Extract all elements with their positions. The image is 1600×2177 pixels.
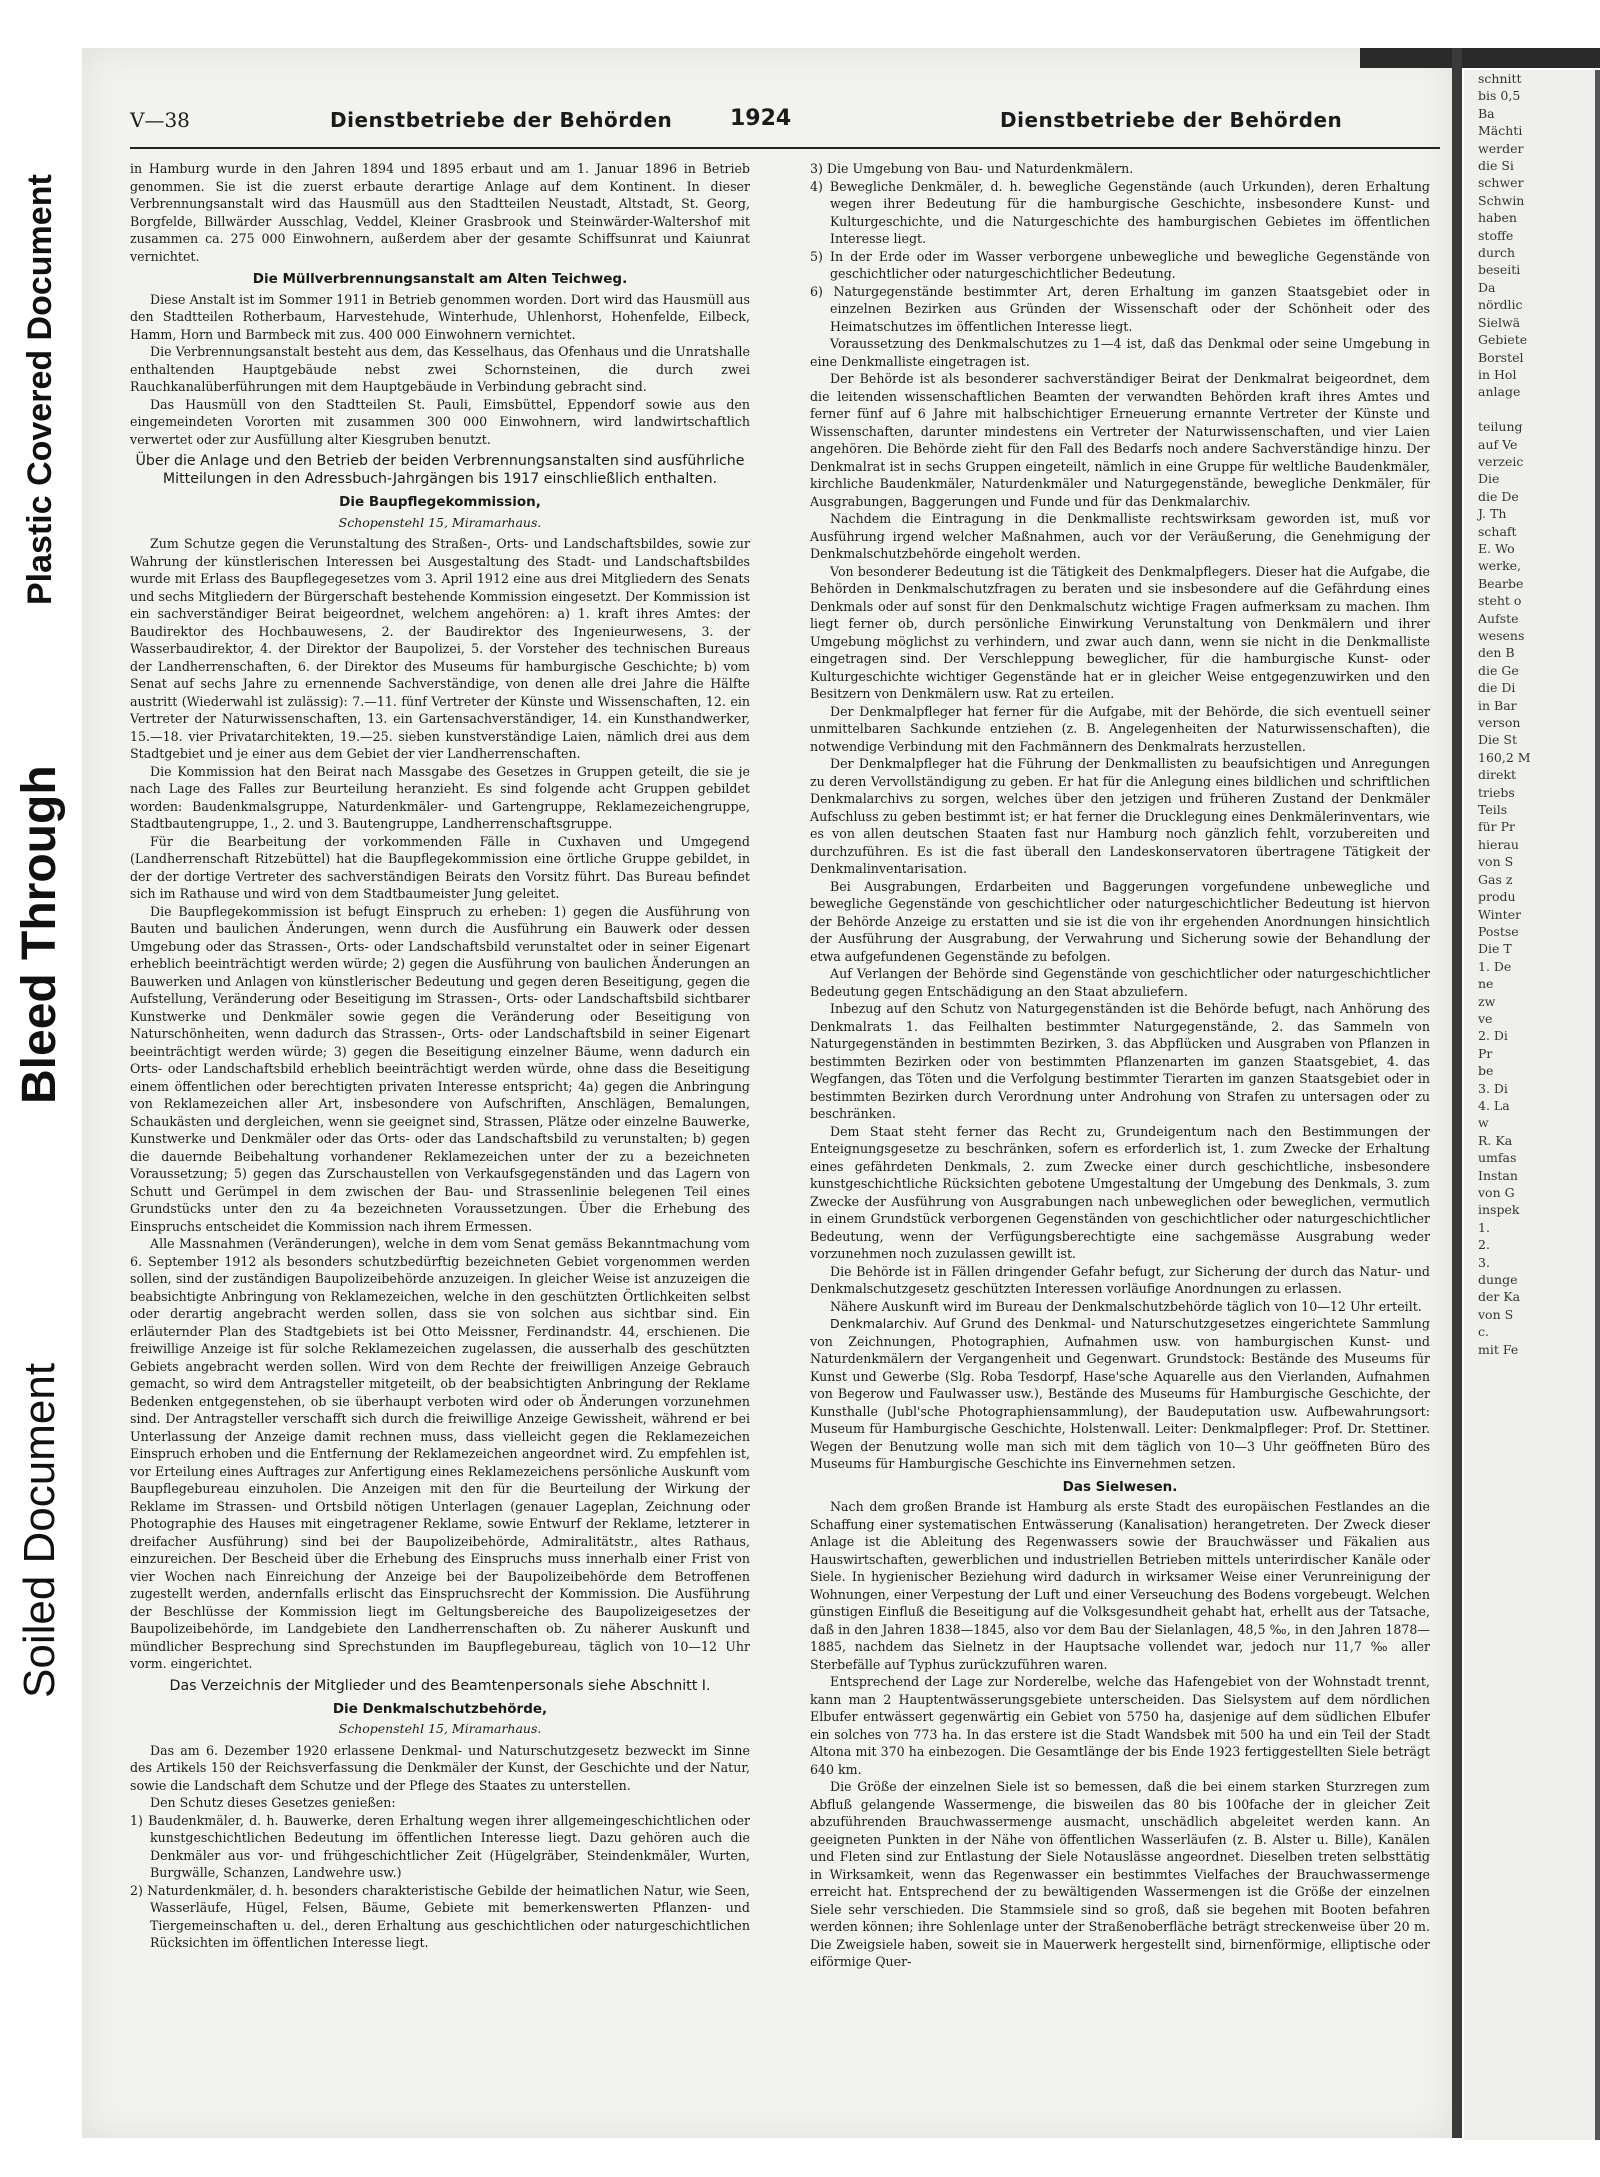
neighbor-line: teilung xyxy=(1478,419,1523,435)
neighbor-line: Die T xyxy=(1478,941,1512,957)
paragraph-text: Auf Grund des Denkmal- und Naturschutzgesetzes eingerichtete Sammlung von Zeichnungen, Photographien, Aufnahmen usw. von hamburgischen Kunst- und Naturdenkmälern der Vergangenheit und Gegenwart. Grundstock: Bestände des Museums für Kunst und Gewerbe (Slg. Roba Tesdorpf, Hase'sche Aquarelle aus den Vierlanden, Aufnahmen von Begerow und Faulwasser usw.), Bestände des Museums für Hamburgische Geschichte, der Kunsthalle (Jubl'sche Photographiensammlung), der Baudeputation usw. Aufbewahrungsort: Museum für Hamburgische Geschichte, Holstenwall. Leiter: Denkmalpfleger: Prof. Dr. Stettiner. Wegen der Benutzung wolle man sich mit dem täglich von 10—3 Uhr geöffneten Büro des Museums für Hamburgische Geschichte ins Einvernehmen setzen. xyxy=(810,1316,1430,1471)
paragraph: Zum Schutze gegen die Verunstaltung des Straßen-, Orts- und Landschaftsbildes, sowie zur Wahrung der künstlerischen Interessen bei Ausgestaltung des Stadt- und Landschaftsbildes wurde mit Erlass des Baupflegegesetzes vom 3. April 1912 eine aus drei Mitgliedern des Senats und sechs Mitgliedern der Bürgerschaft bestehende Kommission eingesetzt. Der Kommission ist ein sachverständiger Beirat beigeordnet, welchem angehören: a) 1. kraft ihres Amtes: der Baudirektor des Hochbauwesens, 2. der Baudirektor des Ingenieurwesens, 3. der Wasserbaudirektor, 4. der Direktor der Baupolizei, 5. der Vorsteher des technischen Bureaus der Landherrenschaften, 6. der Direktor des Museums für hamburgische Geschichte; b) vom Senat auf sechs Jahre zu ernennende Sachverständige, von denen alle drei Jahre die Hälfte austritt (Wiederwahl ist zulässig): 7.—11. fünf Vertreter der Künste und Wissenschaften, 12. ein Vertreter der Naturwissenschaften, 13. ein Gartensachverständiger, 14. ein Kunsthandwerker, 15.—18. vier Privatarchitekten, 19.—25. sieben kunstverständige Laien, nämlich drei aus dem Stadtgebiet und je einer aus dem Gebiet der vier Landherrenschaften. xyxy=(130,536,750,761)
neighbor-line: Bearbe xyxy=(1478,575,1524,591)
section-title-denkmalschutzbehoerde: Die Denkmalschutzbehörde, xyxy=(332,1700,548,1717)
paragraph: Dem Staat steht ferner das Recht zu, Grundeigentum nach den Bestimmungen der Enteignungsgesetze zu beschränken, sofern es erforderlich ist, 1. zum Zwecke der Erhaltung eines gefährdeten Denkmals, 2. zum Zwecke einer durch geschichtliche, insbesondere kunstgeschichtliche Rücksichten gebotene Umgestaltung der Umgebung des Denkmals, 3. zum Zwecke der Ausführung von Ausgrabungen nach unbeweglichen oder beweglichen, vermutlich in einem Grundstück verborgenen Gegenständen von geschichtlicher oder naturgeschichtlicher Bedeutung, wenn der Verfügungsberechtigte eine sachgemässe Ausgrabung weder vorzunehmen noch zuzulassen gewillt ist. xyxy=(810,1123,1430,1261)
neighbor-line: Ba xyxy=(1478,105,1495,121)
neighbor-edge-rule xyxy=(1595,70,1600,2140)
neighbor-line: steht o xyxy=(1478,593,1522,609)
neighbor-line: Da xyxy=(1478,279,1496,295)
neighbor-line: 3. xyxy=(1478,1254,1490,1270)
paragraph: Die Größe der einzelnen Siele ist so bemessen, daß die bei einem starken Sturzregen zum Abfluß gelangende Wassermenge, die bisweilen das 80 bis 100fache der in gleicher Zeit abzuführenden Brauchwassermenge ausmacht, unschädlich abgeleitet werden kann. An geeigneten Punkten in der Nähe von öffentlichen Wasserläufen (z. B. Alster u. Bille), Kanälen und Fleten sind zur Entlastung der Siele Notauslässe angeordnet. Dieselben treten selbsttätig in Wirksamkeit, wenn das Regenwasser ein bestimmtes Vielfaches der Brauchwassermenge erreicht hat. Entsprechend der zu bewältigenden Wassermengen ist die Größe der einzelnen Siele sehr verschieden. Die Stammsiele sind so groß, daß sie begehen mit Booten befahren werden können; ihre Sohlenlage unter der Straßenoberfläche beträgt streckenweise über 20 m. Die Zweigsiele haben, soweit sie in Mauerwerk hergestellt sind, birnenförmige, elliptische oder eiförmige Quer- xyxy=(810,1779,1430,1969)
neighbor-line: umfas xyxy=(1478,1150,1517,1166)
neighbor-line: be xyxy=(1478,1063,1494,1079)
neighbor-line: die Di xyxy=(1478,680,1516,696)
neighbor-line: 1. xyxy=(1478,1219,1490,1235)
neighbor-line: die De xyxy=(1478,488,1519,504)
neighbor-line: 2. Di xyxy=(1478,1028,1508,1044)
neighbor-line: R. Ka xyxy=(1478,1132,1513,1148)
list-item: 1) Baudenkmäler, d. h. Bauwerke, deren Erhaltung wegen ihrer allgemeingeschichtlichen oder kunstgeschichtlichen Bedeutung im öffentlichen Interesse liegt. Dazu gehören auch die Denkmäler aus vor- und frühgeschichtlicher Zeit (Hügelgräber, Steindenkmäler, Wurten, Burgwälle, Schanzen, Landwehre usw.) xyxy=(130,1812,750,1880)
neighbor-line: 1. De xyxy=(1478,958,1512,974)
neighbor-line: 160,2 M xyxy=(1478,749,1531,765)
neighbor-line: Borstel xyxy=(1478,349,1524,365)
list-item: 6) Naturgegenstände bestimmter Art, deren Erhaltung im ganzen Staatsgebiet oder in einzelnen Bezirken aus Gründen der Wissenschaft oder der Schönheit oder des Heimatschutzes im öffentlichen Interesse liegt. xyxy=(810,283,1430,334)
neighbor-line: verzeic xyxy=(1478,453,1524,469)
right-column xyxy=(810,160,1430,2060)
neighbor-line: von S xyxy=(1478,1306,1514,1322)
neighbor-line: stoffe xyxy=(1478,227,1514,243)
neighbor-line: Pr xyxy=(1478,1045,1493,1061)
neighbor-line: Die St xyxy=(1478,732,1517,748)
paragraph: Nach dem großen Brande ist Hamburg als erste Stadt des europäischen Festlandes an die Schaffung einer systematischen Entwässerung (Kanalisation) herangetreten. Der Zweck dieser Anlage ist die Ableitung des Regenwassers sowie der Brauchwässer und Fäkalien aus Hauswirtschaften, gewerblichen und industriellen Betrieben mittels unterirdischer Kanäle oder Siele. In hygienischer Beziehung wird dadurch in wirksamer Weise einer Verunreinigung der Wohnungen, einer Verpestung der Luft und einer Verseuchung des Bodens vorgebeugt. Welchen günstigen Einfluß die Beseitigung auf die Volksgesundheit gehabt hat, erhellt aus der Tatsache, daß in den Jahren 1838—1845, also vor dem Bau der Sielanlagen, 48,5 ‰, in den Jahren 1878—1885, nachdem das Sielnetz in der Hauptsache vollendet war, jedoch nur 11,7 ‰ aller Sterbefälle auf Typhus zurückzuführen waren. xyxy=(810,1499,1430,1672)
neighbor-line: nördlic xyxy=(1478,297,1523,313)
neighbor-line: für Pr xyxy=(1478,819,1516,835)
neighbor-line: die Ge xyxy=(1478,662,1519,678)
neighbor-line xyxy=(1464,401,1600,418)
paragraph: Der Denkmalpfleger hat ferner für die Aufgabe, mit der Behörde, die sich eventuell seiner unmittelbaren Sachkunde entziehen (z. B. Angelegenheiten der Naturwissenschaften), die notwendige Verbindung mit den Fachmännern des Denkmalrats herzustellen. xyxy=(810,703,1430,754)
section-address: Schopenstehl 15, Miramarhaus. xyxy=(338,514,542,530)
neighbor-line: durch xyxy=(1478,245,1516,261)
neighbor-line: c. xyxy=(1478,1324,1489,1340)
neighbor-line: inspek xyxy=(1478,1202,1520,1218)
paragraph: Der Denkmalpfleger hat die Führung der Denkmallisten zu beaufsichtigen und Anregungen zu deren Vervollständigung zu geben. Er hat für die Anlegung eines bildlichen und schriftlichen Denkmalarchivs zu sorgen, welches über den jetzigen und früheren Zustand der Denkmäler Aufschluss zu geben bestimmt ist; er hat ferner die Drucklegung eines Denkmälerinventars, wie es von allen deutschen Staaten fast nur Hamburg noch gänzlich fehlt, vorzubereiten und durchzuführen. Es ist die fast überall den Landeskonservatoren übertragene Tätigkeit der Denkmalinventarisation. xyxy=(810,756,1430,876)
neighbor-line: zw xyxy=(1478,993,1496,1009)
paragraph: Von besonderer Bedeutung ist die Tätigkeit des Denkmalpflegers. Dieser hat die Aufgabe, die Behörden in Denkmalschutzfragen zu beraten und sie insbesondere auf die Gefährdung eines Denkmals oder auf sonst für den Denkmalschutz wichtige Fragen aufmerksam zu machen. Ihm liegt ferner ob, durch persönliche Einwirkung Verunstaltung von Denkmälern und ihrer Umgebung möglichst zu verhindern, und zwar auch dann, wenn sie nicht in die Denkmalliste eingetragen sind. Der Verschleppung beweglicher, für die hamburgische Kunst- oder Kulturgeschichte wichtiger Gegenstände hat er in gleicher Weise entgegenzuwirken und den Besitzern von Denkmälern usw. Rat zu erteilen. xyxy=(810,563,1430,701)
running-header xyxy=(130,108,1440,148)
paragraph: Alle Massnahmen (Veränderungen), welche in dem vom Senat gemäss Bekanntmachung vom 6. September 1912 als besonders schutzbedürftig bezeichneten Gebiet vorgenommen werden sollen, sind der zuständigen Baupolizeibehörde anzuzeigen. In gleicher Weise ist anzuzeigen die beabsichtigte Anbringung von Reklamezeichen, welche in den geschützten Örtlichkeiten selbst oder derartig angebracht werden sollen, dass sie von solchen aus sichtbar sind. Ein erläuternder Plan des Stadtgebiets ist bei Otto Meissner, Ferdinandstr. 44, erschienen. Die freiwillige Anzeige ist für solche Reklamezeichen zugelassen, die ausserhalb des geschützten Gebiets angebracht werden sollen. Wird von dem Rechte der freiwilligen Anzeige Gebrauch gemacht, so wird dem Antragsteller mitgeteilt, ob der beabsichtigten Anbringung der Reklame Bedenken entgegenstehen, ob sie überhaupt verboten wird oder ob Änderungen vorzunehmen sind. Der Antragsteller verschafft sich durch die freiwillige Anzeige Gewissheit, während er bei Unterlassung der Anzeige damit rechnen muss, dass vielleicht gegen die Reklamezeichen Einspruch erhoben und die Entfernung der Reklamezeichen angeordnet wird. Zu empfehlen ist, vor Erteilung eines Auftrages zur Anfertigung eines Reklamezeichens persönliche Auskunft vom Baupflegebureau einzuholen. Die Anzeigen mit den für die Beurteilung der Wirkung der Reklame im Strassen- und Ortsbild nötigen Unterlagen (genauer Lageplan, Zeichnung oder Photographie des Hauses mit eingetragener Reklame, sowie Entwurf der Reklame, letzterer in dreifacher Ausführung) sind bei der Baupolizeibehörde, Admiralitätstr., altes Rathaus, einzureichen. Der Bescheid über die Erhebung des Einspruchs muss innerhalb einer Frist von vier Wochen nach Einreichung der Anzeige bei der Baupolizeibehörde dem Betroffenen zugestellt werden, andernfalls erlischt das Einspruchsrecht der Kommission. Die Ausführung der Beschlüsse der Kommission liegt im Geltungsbereiche des Baupolizeigesetzes der Baupolizeibehörde, im Landgebiete den Landherrenschaften ob. Zu näherer Auskunft und mündlicher Besprechung sind Sprechstunden im Baupflegebureau, täglich von 10—12 Uhr vorm. eingerichtet. xyxy=(130,1236,750,1671)
neighbor-line: Instan xyxy=(1478,1167,1518,1183)
paragraph: Bei Ausgrabungen, Erdarbeiten und Baggerungen vorgefundene unbewegliche und bewegliche Gegenstände von geschichtlicher oder naturgeschichtlicher Bedeutung ist hiervon der Behörde Anzeige zu erstatten und sie ist die von ihr ergehenden Anordnungen hinsichtlich der Ausführung der Ausgrabung, der Verwahrung und Sicherung sowie der Behandlung der etwa aufgefundenen Gegenstände zu befolgen. xyxy=(810,878,1430,964)
neighbor-line: w xyxy=(1478,1115,1489,1131)
neighbor-line: anlage xyxy=(1478,384,1521,400)
neighbor-line: triebs xyxy=(1478,784,1515,800)
neighbor-line: Schwin xyxy=(1478,192,1525,208)
paragraph: in Hamburg wurde in den Jahren 1894 und 1895 erbaut und am 1. Januar 1896 in Betrieb genommen. Sie ist die zuerst erbaute derartige Anlage auf dem Kontinent. In dieser Verbrennungsanstalt wird das Hausmüll aus den Stadtteilen Neustadt, Altstadt, St. Georg, Borgfelde, Billwärder Ausschlag, Veddel, Kleiner Grasbrook und Steinwärder-Waltershof mit zusammen ca. 275 000 Einwohnern, außerdem aber der gesamte Schiffsunrat und Kaiunrat vernichtet. xyxy=(130,161,750,264)
header-title-right: Dienstbetriebe der Behörden xyxy=(1000,108,1343,132)
neighbor-line: ne xyxy=(1478,976,1494,992)
neighbor-line: Gas z xyxy=(1478,871,1513,887)
neighbor-line: werke, xyxy=(1478,558,1522,574)
paragraph-denkmalarchiv xyxy=(810,1315,1430,1473)
neighbor-line: schnitt xyxy=(1478,71,1522,86)
header-rule xyxy=(130,147,1440,149)
adjacent-page-fragment xyxy=(1464,70,1600,2140)
neighbor-line: 2. xyxy=(1478,1237,1490,1253)
header-title-left: Dienstbetriebe der Behörden xyxy=(330,108,673,132)
neighbor-line: schwer xyxy=(1478,175,1524,191)
neighbor-line: beseiti xyxy=(1478,262,1521,278)
neighbor-line: bis 0,5 xyxy=(1478,88,1521,104)
paragraph: Entsprechend der Lage zur Norderelbe, welche das Hafengebiet von der Wohnstadt trennt, kann man 2 Hauptentwässerungsgebiete unterscheiden. Das Sielsystem auf dem nördlichen Elbufer entwässert gegenwärtig ein Gebiet von 5750 ha, dasjenige auf dem südlichen Elbufer ein solches von 773 ha. In das erstere ist die Stadt Wandsbek mit 500 ha und ein Teil der Stadt Altona mit 370 ha einbezogen. Die Gesamtlänge der bis Ende 1923 fertiggestellten Siele beträgt 640 km. xyxy=(810,1674,1430,1777)
paragraph: Für die Bearbeitung der vorkommenden Fälle in Cuxhaven und Umgegend (Landherrenschaft Ritzebüttel) hat die Baupflegekommission eine örtliche Gruppe gebildet, in der der dortige Vertreter des sachverständigen Beirats den Vorsitz führt. Das Bureau befindet sich im Rathause und wird von dem Stadtbaumeister Jung geleitet. xyxy=(130,833,750,901)
neighbor-line: die Si xyxy=(1478,158,1514,174)
neighbor-line: Teils xyxy=(1478,802,1508,818)
neighbor-line: verson xyxy=(1478,715,1521,731)
neighbor-line: auf Ve xyxy=(1478,436,1518,452)
list-item: 2) Naturdenkmäler, d. h. besonders charakteristische Gebilde der heimatlichen Natur, wie Seen, Wasserläufe, Hügel, Felsen, Bäume, Gebiete mit bemerkenswerten Pflanzen- und Tiergemeinschaften u. del., deren Erhaltung aus geschichtlichen oder naturgeschichtlichen Rücksichten im öffentlichen Interesse liegt. xyxy=(130,1882,750,1950)
neighbor-line: Mächti xyxy=(1478,123,1523,139)
neighbor-line: hierau xyxy=(1478,836,1519,852)
paragraph: Das Hausmüll von den Stadtteilen St. Pauli, Eimsbüttel, Eppendorf sowie aus den eingemeindeten Vororten mit zusammen 300 000 Einwohnern, wird landwirtschaftlich verwertet oder zur Ausfüllung alter Kiesgruben benutzt. xyxy=(130,396,750,447)
bleed-through-stamp: Bleed Through xyxy=(13,765,66,1105)
neighbor-line: werder xyxy=(1478,140,1524,156)
neighbor-line: Gebiete xyxy=(1478,332,1528,348)
neighbor-line: E. Wo xyxy=(1478,540,1515,556)
paragraph: Der Behörde ist als besonderer sachverständiger Beirat der Denkmalrat beigeordnet, dem die leitenden wissenschaftlichen Beamten der verwandten Behörden kraft ihres Amtes und ferner fünf auf 6 Jahre mit halbschichtiger Erneuerung ernannte Vertreter der Künste und Wissenschaften, darunter mindestens ein Vertreter der Naturwissenschaften, und vier Laien angehören. Die Behörde zieht für den Fall des Bedarfs noch andere Sachverständige hinzu. Der Denkmalrat ist in sechs Gruppen eingeteilt, nämlich in eine Gruppe für weltliche Baudenkmäler, kirchliche Baudenkmäler, Naturdenkmäler und Naturgegenstände, bewegliche Denkmäler, für Ausgrabungen, Baggerungen und Funde und für das Denkmalarchiv. xyxy=(810,371,1430,509)
neighbor-line: von G xyxy=(1478,1185,1515,1200)
page-number: V—38 xyxy=(130,108,190,132)
neighbor-line: ve xyxy=(1478,1010,1493,1026)
neighbor-line: der Ka xyxy=(1478,1289,1521,1305)
list-item: 4) Bewegliche Denkmäler, d. h. bewegliche Gegenstände (auch Urkunden), deren Erhaltung wegen ihrer Bedeutung für die hamburgische Geschichte, insbesondere Kunst- und Kulturgeschichte, und die Naturgeschichte des hamburgischen Gebietes im öffentlichen Interesse liegt. xyxy=(810,178,1430,246)
neighbor-line: haben xyxy=(1478,210,1517,226)
neighbor-line: wesens xyxy=(1478,628,1525,643)
paragraph: Die Behörde ist in Fällen dringender Gefahr befugt, zur Sicherung der durch das Natur- und Denkmalschutzgesetz geschützten Interessen vorläufige Anordnungen zu erlassen. xyxy=(810,1263,1430,1296)
paragraph: Inbezug auf den Schutz von Naturgegenständen ist die Behörde befugt, nach Anhörung des Denkmalrats 1. das Feilhalten bestimmter Naturgegenstände, 2. das Sammeln von Naturgegenständen in bestimmten Bezirken, 3. das Abpflücken und Ausgraben von Pflanzen in bestimmten Bezirken oder von bestimmten Pflanzenarten im ganzen Staatsgebiet, 4. das Wegfangen, das Töten und die Verfolgung bestimmter Tierarten im ganzen Staatsgebiet oder in bestimmten Bezirken durch Verordnung unter Androhung von Strafen zu untersagen oder zu beschränken. xyxy=(810,1001,1430,1121)
soiled-document-stamp: Soiled Document xyxy=(15,1362,64,1698)
neighbor-line: Winter xyxy=(1478,906,1522,922)
section-title-sielwesen: Das Sielwesen. xyxy=(1062,1478,1178,1495)
neighbor-line: schaft xyxy=(1478,523,1517,539)
note-verzeichnis: Das Verzeichnis der Mitglieder und des Beamtenpersonals siehe Abschnitt I. xyxy=(169,1677,711,1694)
neighbor-line: Aufste xyxy=(1478,610,1519,626)
note-adressbuch: Über die Anlage und den Betrieb der beiden Verbrennungsanstalten sind ausführliche Mitteilungen in den Adressbuch-Jahrgängen bis 1917 einschließlich enthalten. xyxy=(135,453,745,487)
paragraph: Die Verbrennungsanstalt besteht aus dem, das Kesselhaus, das Ofenhaus und die Unratshalle enthaltenden Hauptgebäude nebst zwei Schornsteinen, die durch zwei Rauchkanalüberführungen mit dem Hauptgebäude in Verbindung gebracht sind. xyxy=(130,344,750,394)
neighbor-line: in Bar xyxy=(1478,697,1517,713)
neighbor-line: produ xyxy=(1478,889,1516,905)
paragraph: Die Baupflegekommission ist befugt Einspruch zu erheben: 1) gegen die Ausführung von Bauten und baulichen Änderungen, wenn durch die Ausführung ein Bauwerk oder dessen Umgebung oder das Strassen-, Orts- oder Landschaftsbild verunstaltet oder in seiner Eigenart erheblich beeinträchtigt werden würde; 2) gegen die Ausführung von baulichen Änderungen an Bauwerken und Anlagen von künstlerischer Bedeutung und gegen deren Beseitigung, gegen die Aufstellung, Veränderung oder Beseitigung im Strassen-, Orts- oder Landschaftsbild sichtbarer Kunstwerke und Denkmäler sowie gegen die Veränderung oder Beseitigung von Naturschönheiten, wenn dadurch das Strassen-, Orts- oder Landschaftsbild in seiner Eigenart beeinträchtigt werden würde; 3) gegen die Beseitigung einzelner Bäume, wenn dadurch ein Orts- oder Landschaftsbild erheblich beeinträchtigt werden würde, ohne dass die Beseitigung einem öffentlichen oder berechtigten privaten Interesse entspricht; 4a) gegen die Anbringung von Reklamezeichen aller Art, insbesondere von Aufschriften, Anschlägen, Bemalungen, Schaukästen und dergleichen, wenn sie geeignet sind, Strassen, Plätze oder einzelne Bauwerke, Kunstwerke und Denkmäler oder das Orts- oder das Landschaftsbild zu verunstalten; b) gegen die dauernde Beibehaltung vorhandener Reklamezeichen unter der zu a bezeichneten Voraussetzung; 5) gegen das Zurschaustellen von Verkaufsgegenständen und das Lagern von Schutt und Gerümpel in dem zwischen der Bau- und Strassenlinie belegenen Teil eines Grundstücks unter den zu 4a bezeichneten Voraussetzungen. Über die Erhebung des Einspruchs entscheidet die Kommission nach ihrem Ermessen. xyxy=(130,903,750,1234)
paragraph: Das am 6. Dezember 1920 erlassene Denkmal- und Naturschutzgesetz bezweckt im Sinne des Artikels 150 der Reichsverfassung die Denkmäler der Kunst, der Geschichte und der Natur, sowie die Landschaft dem Schutze und der Pflege des Staates zu unterstellen. xyxy=(130,1742,750,1793)
scan-border-top xyxy=(1360,48,1600,68)
paragraph: Den Schutz dieses Gesetzes genießen: xyxy=(150,1795,396,1810)
list-item: 3) Die Umgebung von Bau- und Naturdenkmälern. xyxy=(810,161,1134,176)
list-item: 5) In der Erde oder im Wasser verborgene unbewegliche und bewegliche Gegenstände von geschichtlicher oder naturgeschichtlicher Bedeutung. xyxy=(810,248,1430,281)
paragraph: Voraussetzung des Denkmalschutzes zu 1—4 ist, daß das Denkmal oder seine Umgebung in eine Denkmalliste eingetragen ist. xyxy=(810,336,1430,369)
annotation-stamps xyxy=(0,0,80,2177)
section-address: Schopenstehl 15, Miramarhaus. xyxy=(338,1721,542,1736)
plastic-covered-stamp: Plastic Covered Document xyxy=(21,174,59,606)
neighbor-line: direkt xyxy=(1478,767,1516,783)
run-in-heading: Denkmalarchiv. xyxy=(830,1316,928,1331)
neighbor-line: Sielwä xyxy=(1478,314,1521,330)
header-year: 1924 xyxy=(730,106,792,131)
neighbor-line: von S xyxy=(1478,854,1514,870)
paragraph: Die Kommission hat den Beirat nach Massgabe des Gesetzes in Gruppen geteilt, die sie je nach Lage des Falles zur Beurteilung heranzieht. Es sind folgende acht Gruppen gebildet worden: Baudenkmalsgruppe, Naturdenkmäler- und Gartengruppe, Reklamezeichengruppe, Stadtbautengruppe, 1., 2. und 3. Bautengruppe, Landherrenschaftsgruppe. xyxy=(130,763,750,831)
neighbor-line: J. Th xyxy=(1478,506,1507,522)
left-column xyxy=(130,160,750,2060)
neighbor-text-lines xyxy=(1464,70,1600,1358)
page-fold-edge xyxy=(1452,48,1462,2138)
neighbor-line: Postse xyxy=(1478,923,1519,939)
neighbor-line: den B xyxy=(1478,645,1515,661)
paragraph: Auf Verlangen der Behörde sind Gegenstände von geschichtlicher oder naturgeschichtlicher Bedeutung gegen Entschädigung an den Staat abzuliefern. xyxy=(810,966,1430,999)
neighbor-line: Die xyxy=(1478,471,1500,487)
neighbor-line: 4. La xyxy=(1478,1097,1510,1113)
paragraph: Diese Anstalt ist im Sommer 1911 in Betrieb genommen worden. Dort wird das Hausmüll aus den Stadtteilen Rotherbaum, Harvestehude, Winterhude, Uhlenhorst, Hohenfelde, Eilbeck, Hamm, Horn und Barmbeck mit zus. 400 000 Einwohnern vernichtet. xyxy=(130,291,750,342)
section-title-baupflegekommission: Die Baupflegekommission, xyxy=(339,494,541,510)
neighbor-line: 3. Di xyxy=(1478,1080,1508,1096)
section-title-muellverbrennung: Die Müllverbrennungsanstalt am Alten Teichweg. xyxy=(252,271,628,287)
paragraph: Nachdem die Eintragung in die Denkmalliste rechtswirksam geworden ist, muß vor Ausführung irgend welcher Maßnahmen, auch vor der Veräußerung, die Genehmigung der Denkmalschutzbehörde eingeholt werden. xyxy=(810,511,1430,561)
paragraph: Nähere Auskunft wird im Bureau der Denkmalschutzbehörde täglich von 10—12 Uhr erteilt. xyxy=(830,1298,1422,1314)
neighbor-line: mit Fe xyxy=(1478,1341,1519,1357)
neighbor-line: dunge xyxy=(1478,1272,1518,1288)
neighbor-line: in Hol xyxy=(1478,366,1517,382)
